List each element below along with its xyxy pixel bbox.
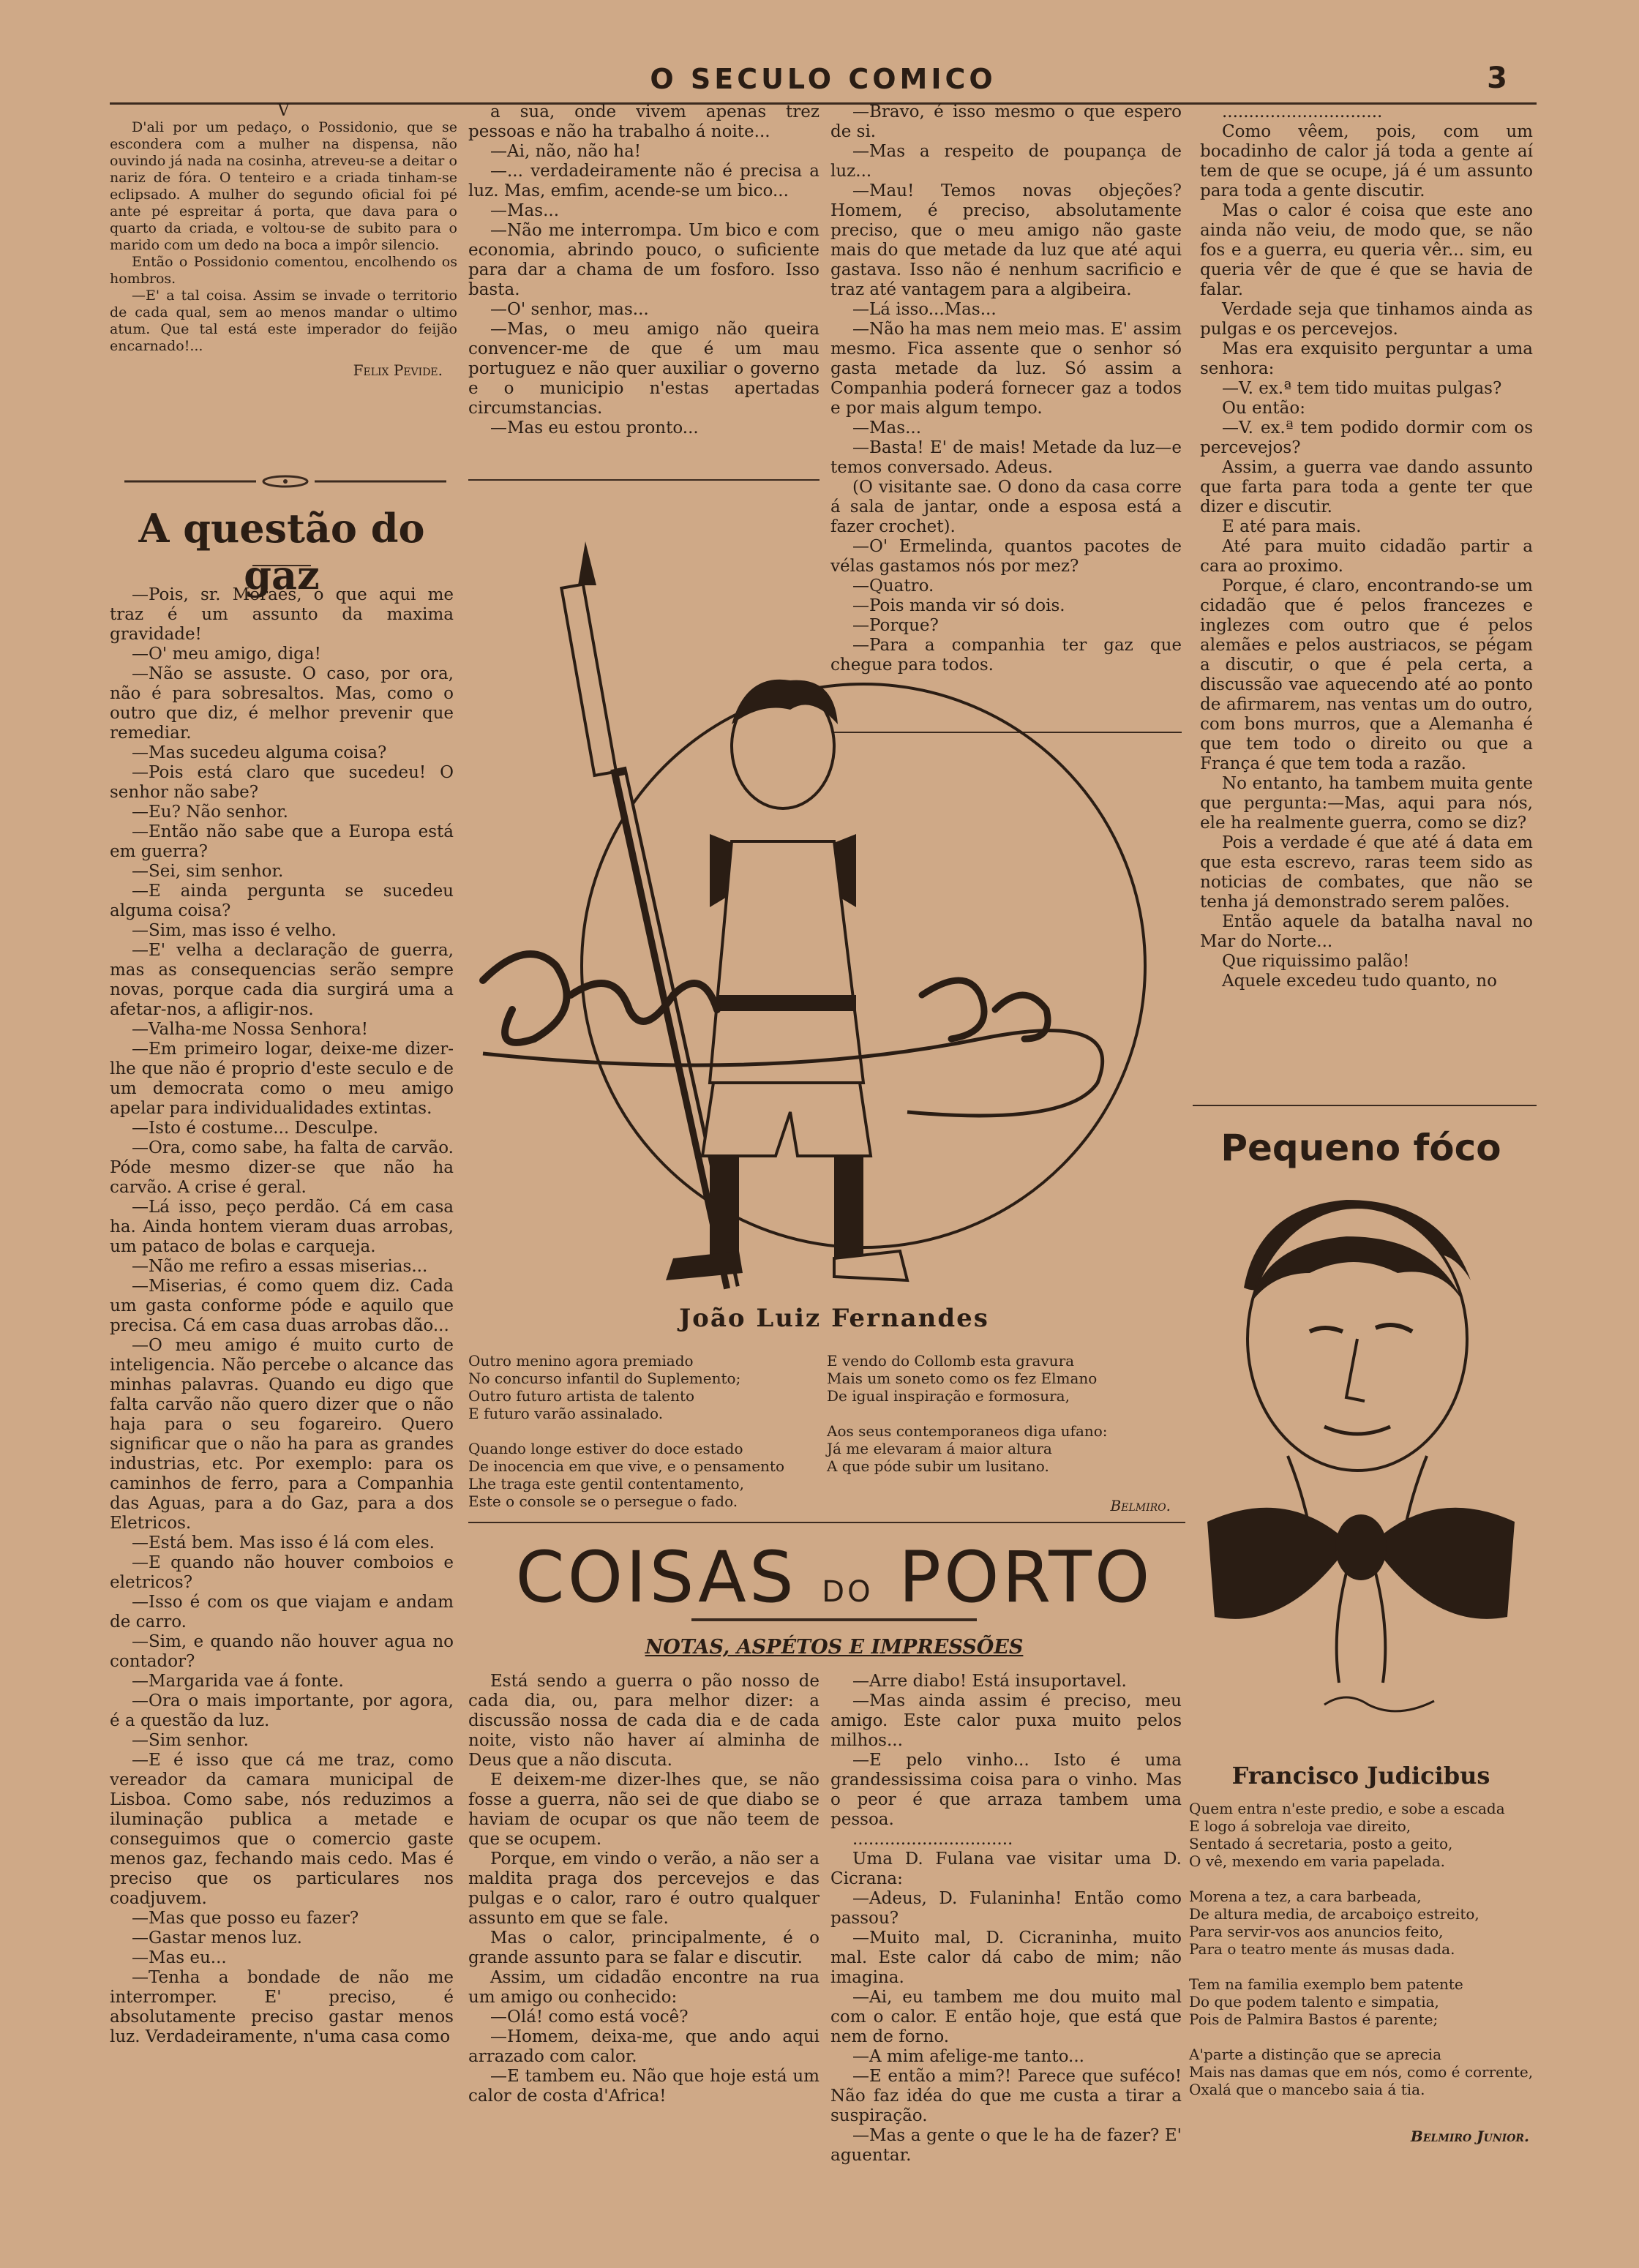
story-v-column — [110, 102, 457, 461]
decorative-ornament-rule — [124, 474, 446, 489]
poem-line: Quem entra n'este predio, e sobe a escada — [1189, 1800, 1505, 1817]
gaz-paragraph: —Está bem. Mas isso é lá com eles. — [132, 1533, 435, 1552]
coisas-paragraph: Mas o calor, principalmente, é o grande assunto para se falar e discutir. — [468, 1929, 820, 1967]
stanza-gap — [1189, 1958, 1540, 1975]
gaz-column-2 — [468, 102, 820, 468]
coisas-paragraph: —V. ex.ª tem tido muitas pulgas? — [1222, 379, 1502, 398]
gaz-paragraph: —Lá isso...Mas... — [852, 300, 997, 319]
coisas-paragraph: —Olá! como está você? — [490, 2008, 689, 2027]
coisas-paragraph: .............................. — [1222, 102, 1383, 121]
gaz-paragraph: —Mas... — [490, 201, 559, 220]
em-foco-name: João Luiz Fernandes — [679, 1304, 989, 1333]
pequeno-foco-name: Francisco Judicibus — [1231, 1762, 1490, 1790]
poem-line: E logo á sobreloja vae direito, — [1189, 1817, 1411, 1835]
coisas-paragraph: Verdade seja que tinhamos ainda as pulgas e os percevejos. — [1200, 300, 1533, 339]
poem-line: Aos seus contemporaneos diga ufano: — [827, 1422, 1108, 1440]
gaz-paragraph: —Pois, sr. Moraes, o que aqui me traz é um assunto da maxima gravidade! — [110, 585, 454, 644]
coisas-title-porto: PORTO — [899, 1536, 1153, 1618]
poem-line: Outro menino agora premiado — [468, 1352, 694, 1370]
gaz-paragraph: —E' velha a declaração de guerra, mas as consequencias serão sempre novas, porque cada dia surgirá uma a afetar-nos, a afligir-nos. — [110, 941, 454, 1019]
poem-line: Mais nas damas que em nós, como é corrente, — [1189, 2063, 1534, 2081]
story-paragraph: Então o Possidonio comentou, encolhendo os hombros. — [110, 254, 457, 287]
coisas-paragraph: —A mim afelige-me tanto... — [852, 2047, 1084, 2066]
gaz-paragraph: —Não me refiro a essas miserias... — [132, 1257, 428, 1276]
gaz-paragraph: —Miserias, é como quem diz. Cada um gasta conforme póde e aquilo que precisa. Cá em casa duas arrobas dão... — [110, 1277, 454, 1335]
poem-line: No concurso infantil do Suplemento; — [468, 1370, 741, 1387]
poem-line: De inocencia em que vive, e o pensamento — [468, 1457, 784, 1475]
story-paragraph: D'ali por um pedaço, o Possidonio, que se escondera com a mulher na dispensa, não ouvindo já nada na cosinha, atreveu-se a deitar o nariz de fóra. O tenteiro e a criada tinham-se eclipsado. A mulher do segundo oficial foi pé ante pé espreitar á porta, que dava para o quarto da criada, e voltou-se de subito para o marido com um dedo na boca a impôr silencio. — [110, 119, 457, 253]
gaz-paragraph: (O visitante sae. O dono da casa corre á sala de jantar, onde a esposa está a fazer crochet). — [830, 478, 1182, 536]
gaz-paragraph: —E ainda pergunta se sucedeu alguma coisa? — [110, 882, 454, 920]
signature-belmiro: Belmiro. — [1110, 1497, 1171, 1514]
poem-line: Lhe traga este gentil contentamento, — [468, 1475, 744, 1492]
coisas-paragraph: Porque, é claro, encontrando-se um cidadão que é pelos francezes e inglezes com outro que é pelos alemães e pelos austriacos, se pégam a discutir, o que é pela certa, a discussão vae aquecendo até ao ponto de afirmarem, nas ventas um do outro, com bons murros, que a Alemanha é que tem todo o direito ou que a França é que tem toda a razão. — [1200, 577, 1533, 773]
coisas-paragraph: —E pelo vinho... Isto é uma grandessissima coisa para o vinho. Mas o peor é que arraza tambem uma pessoa. — [830, 1751, 1182, 1829]
gaz-paragraph: —Isto é costume... Desculpe. — [132, 1119, 379, 1138]
stanza-gap — [1189, 1870, 1540, 1888]
gaz-paragraph: —Ai, não, não ha! — [490, 142, 642, 161]
poem-line: Este o console se o persegue o fado. — [468, 1492, 738, 1510]
stanza-gap — [1189, 2028, 1540, 2046]
gaz-paragraph: —Bravo, é isso mesmo o que espero de si. — [830, 102, 1182, 141]
gaz-paragraph: —O' meu amigo, diga! — [132, 645, 321, 664]
coisas-paragraph: —V. ex.ª tem podido dormir com os percevejos? — [1200, 418, 1533, 457]
poem-line: Para servir-vos aos anuncios feito, — [1189, 1923, 1444, 1940]
pequeno-foco-poem — [1189, 1800, 1540, 2098]
gaz-paragraph: —Basta! E' de mais! Metade da luz—e temos conversado. Adeus. — [830, 438, 1182, 477]
coisas-paragraph: Porque, em vindo o verão, a não ser a maldita praga dos percevejos e das pulgas e o calor, raro é outro qualquer assunto em que se fale. — [468, 1850, 820, 1928]
em-foco-end-rule — [468, 1522, 1185, 1523]
coisas-title-rule — [691, 1618, 977, 1621]
gaz-paragraph: —Mas, o meu amigo não queira convencer-me de que é um mau portuguez e não quer auxiliar o governo e o municipio n'estas apertadas circumstancias. — [468, 320, 820, 418]
poem-line: Outro futuro artista de talento — [468, 1387, 695, 1405]
poem-line: Do que podem talento e simpatia, — [1189, 1993, 1439, 2010]
page-number: 3 — [1487, 61, 1507, 95]
gaz-paragraph: —Sei, sim senhor. — [132, 862, 284, 881]
coisas-paragraph: Assim, a guerra vae dando assunto que farta para toda a gente ter que dizer e discutir. — [1200, 458, 1533, 517]
coisas-paragraph: E deixem-me dizer-lhes que, se não fosse a guerra, não sei de que diabo se haviam de ocupar os que não teem de que se ocupem. — [468, 1771, 820, 1849]
coisas-paragraph: Como vêem, pois, com um bocadinho de calor já toda a gente aí tem de que se ocupe, já é um assunto para toda a gente discutir. — [1200, 122, 1533, 200]
story-paragraph: —E' a tal coisa. Assim se invade o territorio de cada qual, sem ao menos mandar o ultimo atum. Que tal está este imperador do feijão encarnado!... — [110, 288, 457, 354]
masthead — [110, 59, 1537, 105]
gaz-col2-end-rule — [468, 479, 820, 481]
coisas-paragraph: .............................. — [852, 1830, 1013, 1849]
judicibus-portrait-caricature — [1200, 1178, 1522, 1741]
coisas-paragraph: Até para muito cidadão partir a cara ao proximo. — [1200, 537, 1533, 576]
poem-line: Tem na familia exemplo bem patente — [1189, 1975, 1463, 1993]
poem-line: Oxalá que o mancebo saia á tia. — [1189, 2081, 1425, 2098]
em-foco-poem-right — [827, 1352, 1178, 1475]
signature-belmiro-junior: Belmiro Junior. — [1410, 2128, 1529, 2145]
coisas-paragraph: E até para mais. — [1222, 517, 1362, 536]
gaz-paragraph: —Sim, mas isso é velho. — [132, 921, 337, 940]
gaz-paragraph: —Isso é com os que viajam e andam de carro. — [110, 1593, 454, 1631]
stanza-gap — [827, 1405, 1178, 1422]
gaz-paragraph: —Pois está claro que sucedeu! O senhor não sabe? — [110, 763, 454, 802]
coisas-paragraph: Mas o calor é coisa que este ano ainda não veiu, de modo que, se não fos e a guerra, eu queria vêr... sim, eu queria vêr de que é que se havia de falar. — [1200, 201, 1533, 299]
coisas-paragraph: —Mas ainda assim é preciso, meu amigo. Este calor puxa muito pelos milhos... — [830, 1691, 1182, 1750]
gaz-paragraph: —O' Ermelinda, quantos pacotes de vélas gastamos nós por mez? — [830, 537, 1182, 576]
poem-line: E futuro varão assinalado. — [468, 1405, 664, 1422]
em-foco-poem-left — [468, 1352, 820, 1510]
coisas-paragraph: —E tambem eu. Não que hoje está um calor de costa d'Africa! — [468, 2067, 820, 2106]
coisas-paragraph: —Mas a gente o que le ha de fazer? E' aguentar. — [830, 2126, 1182, 2165]
poem-line: E vendo do Collomb esta gravura — [827, 1352, 1075, 1370]
coisas-paragraph: Assim, um cidadão encontre na rua um amigo ou conhecido: — [468, 1968, 820, 2007]
poem-line: Quando longe estiver do doce estado — [468, 1440, 743, 1457]
gaz-paragraph: —Tenha a bondade de não me interromper. E' preciso, é absolutamente preciso gastar menos luz. Verdadeiramente, n'uma casa como — [110, 1968, 454, 2046]
gaz-paragraph: —Quatro. — [852, 577, 934, 596]
coisas-continuation-column — [1200, 102, 1533, 1097]
stanza-gap — [468, 1422, 820, 1440]
newspaper-title: O SECULO COMICO — [650, 63, 997, 95]
coisas-paragraph: —Arre diabo! Está insuportavel. — [852, 1672, 1127, 1691]
poem-line: Sentado á secretaria, posto a geito, — [1189, 1835, 1453, 1852]
em-foco-pen-boy-illustration — [468, 527, 1200, 1317]
gaz-paragraph: —Margarida vae á fonte. — [132, 1672, 344, 1691]
gaz-paragraph: —Mas sucedeu alguma coisa? — [132, 743, 387, 762]
gaz-paragraph: —Não se assuste. O caso, por ora, não é para sobresaltos. Mas, como o outro que diz, é melhor prevenir que remediar. — [110, 664, 454, 743]
coisas-column-2 — [830, 1672, 1182, 2250]
coisas-paragraph: —Homem, deixa-me, que ando aqui arrazado com calor. — [468, 2027, 820, 2066]
poem-line: A que póde subir um lusitano. — [827, 1457, 1049, 1475]
coisas-paragraph: —E então a mim?! Parece que suféco! Não faz idéa do que me custa a tirar a suspiração. — [830, 2067, 1182, 2125]
coisas-paragraph: —Adeus, D. Fulaninha! Então como passou? — [830, 1889, 1182, 1928]
coisas-paragraph: Está sendo a guerra o pão nosso de cada dia, ou, para melhor dizer: a discussão nossa de cada dia e de cada noite, visto não haver aí alminha de Deus que a não discuta. — [468, 1672, 820, 1770]
gaz-paragraph: —Então não sabe que a Europa está em guerra? — [110, 822, 454, 861]
gaz-paragraph: —Valha-me Nossa Senhora! — [132, 1020, 368, 1039]
coisas-paragraph: —Muito mal, D. Cicraninha, muito mal. Este calor dá cabo de mim; não imagina. — [830, 1929, 1182, 1987]
coisas-paragraph: Uma D. Fulana vae visitar uma D. Cicrana: — [830, 1850, 1182, 1888]
gaz-paragraph: —Gastar menos luz. — [132, 1929, 302, 1948]
gaz-paragraph: —Sim, e quando não houver agua no contador? — [110, 1632, 454, 1671]
poem-line: A'parte a distinção que se aprecia — [1189, 2046, 1442, 2063]
coisas-title-do: DO — [822, 1575, 874, 1609]
gaz-paragraph: —Para a companhia ter gaz que chegue para todos. — [830, 636, 1182, 675]
coisas-do-porto-title — [468, 1536, 1200, 1618]
poem-line: O vê, mexendo em varia papelada. — [1189, 1852, 1445, 1870]
poem-line: Já me elevaram á maior altura — [827, 1440, 1052, 1457]
gaz-paragraph: —Lá isso, peço perdão. Cá em casa ha. Ainda hontem vieram duas arrobas, um pataco de bolas e carqueja. — [110, 1198, 454, 1256]
gaz-paragraph: —Mas que posso eu fazer? — [132, 1909, 359, 1928]
gaz-paragraph: —Mas a respeito de poupança de luz... — [830, 142, 1182, 181]
gaz-paragraph: —Não ha mas nem meio mas. E' assim mesmo. Fica assente que o senhor só gasta metade da luz. Só assim a Companhia poderá fornecer gaz a todos e por mais algum tempo. — [830, 320, 1182, 418]
poem-line: Mais um soneto como os fez Elmano — [827, 1370, 1098, 1387]
coisas-paragraph: Aquele excedeu tudo quanto, no — [1222, 972, 1497, 991]
coisas-subtitle: NOTAS, ASPÉTOS E IMPRESSÕES — [645, 1636, 1024, 1659]
coisas-paragraph: Ou então: — [1222, 399, 1305, 418]
gaz-paragraph: —... verdadeiramente não é precisa a luz. Mas, emfim, acende-se um bico... — [468, 162, 820, 200]
poem-line: Morena a tez, a cara barbeada, — [1189, 1888, 1422, 1905]
gaz-column-1 — [110, 585, 454, 2202]
poem-line: Pois de Palmira Bastos é parente; — [1189, 2010, 1439, 2028]
gaz-paragraph: —Mas eu estou pronto... — [490, 418, 699, 438]
signature-felix-pevide: Felix Pevide. — [353, 361, 443, 379]
gaz-paragraph: —Ora, como sabe, ha falta de carvão. Póde mesmo dizer-se que não ha carvão. A crise é geral. — [110, 1138, 454, 1197]
gaz-paragraph: —Sim senhor. — [132, 1731, 249, 1750]
gaz-paragraph: —Em primeiro logar, deixe-me dizer-lhe que não é proprio d'este seculo e de um democrata como o meu amigo apelar para individualidades extintas. — [110, 1040, 454, 1118]
story-v-paragraphs — [110, 119, 457, 355]
gaz-paragraph: —Eu? Não senhor. — [132, 803, 288, 822]
pequeno-foco-title: Pequeno fóco — [1220, 1127, 1501, 1169]
coisas-paragraph: —Ai, eu tambem me dou muito mal com o calor. E então hoje, que está que nem de forno. — [830, 1988, 1182, 2046]
gaz-paragraph: —E é isso que cá me traz, como vereador da camara municipal de Lisboa. Como sabe, nós reduzimos a iluminação publica a metade e conseguimos que o comercio gaste menos gaz, fechando mais cedo. Mas é preciso que os particulares nos coadjuvem. — [110, 1751, 454, 1908]
coisas-paragraph: Que riquissimo palão! — [1222, 952, 1410, 971]
gaz-paragraph: —E quando não houver comboios e eletricos? — [110, 1553, 454, 1592]
section-mark: V — [277, 102, 290, 120]
gaz-paragraph: —O' senhor, mas... — [490, 300, 649, 319]
gaz-article-title: A questão do gaz — [138, 505, 425, 598]
poem-line: De altura media, de arcaboiço estreito, — [1189, 1905, 1479, 1923]
gaz-paragraph: —Porque? — [852, 616, 939, 635]
gaz-paragraph: —Não me interrompa. Um bico e com economia, abrindo pouco, o suficiente para dar a chama de um fosforo. Isso basta. — [468, 221, 820, 299]
coisas-column-1 — [468, 1672, 820, 2250]
gaz-paragraph: a sua, onde vivem apenas trez pessoas e não ha trabalho á noite... — [468, 102, 820, 141]
col4-end-rule — [1193, 1105, 1537, 1106]
gaz-paragraph: —Mas... — [852, 418, 921, 438]
coisas-paragraph: No entanto, ha tambem muita gente que pergunta:—Mas, aqui para nós, ele ha realmente guerra, como se diz? — [1200, 774, 1533, 833]
poem-line: De igual inspiração e formosura, — [827, 1387, 1070, 1405]
gaz-paragraph: —Mau! Temos novas objeções? Homem, é preciso, absolutamente preciso, que o meu amigo não gaste mais do que metade da luz que até aqui gastava. Isso não é nenhum sacrificio e traz até vantagem para a algibeira. — [830, 181, 1182, 299]
gaz-paragraph: —Ora o mais importante, por agora, é a questão da luz. — [110, 1691, 454, 1730]
poem-line: Para o teatro mente ás musas dada. — [1189, 1940, 1455, 1958]
gaz-paragraph: —Pois manda vir só dois. — [852, 596, 1065, 615]
gaz-paragraph: —Mas eu... — [132, 1948, 227, 1967]
coisas-paragraph: Pois a verdade é que até á data em que esta escrevo, raras teem sido as noticias de combates, que não se tenha já demonstrado serem palões. — [1200, 833, 1533, 912]
gaz-paragraph: —O meu amigo é muito curto de inteligencia. Não percebe o alcance das minhas palavras. Quando eu digo que falta carvão não quero dizer que o não haja para o seu fogareiro. Quero significar que o não ha para as grandes industrias, etc. Por exemplo: para os caminhos de ferro, para a Companhia das Aguas, para a do Gaz, para a dos Eletricos. — [110, 1336, 454, 1533]
coisas-paragraph: Então aquele da batalha naval no Mar do Norte... — [1200, 912, 1533, 951]
coisas-title-word: COISAS — [515, 1536, 797, 1618]
coisas-paragraph: Mas era exquisito perguntar a uma senhora: — [1200, 339, 1533, 378]
gaz-title-underline — [252, 565, 311, 566]
